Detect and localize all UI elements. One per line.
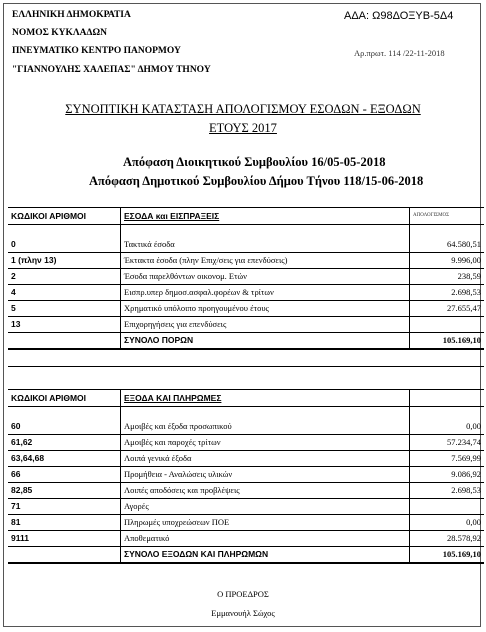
revenue-desc: Επιχορηγήσεις για επενδύσεις xyxy=(121,317,410,333)
expenses-header-row xyxy=(8,390,484,407)
table-row xyxy=(8,531,484,547)
revenue-gap-row xyxy=(8,225,484,238)
signature-name: Εμμανουήλ Σώχος xyxy=(211,608,275,618)
revenue-desc-header: ΕΣΟΔΑ και ΕΙΣΠΡΑΞΕΙΣ xyxy=(121,208,410,225)
republic-label: ΕΛΛΗΝΙΚΗ ΔΗΜΟΚΡΑΤΙΑ xyxy=(12,10,131,20)
revenue-desc: Χρηματικό υπόλοιπο προηγουμένου έτους xyxy=(121,301,410,317)
section-spacer xyxy=(8,349,484,367)
prefecture-label: ΝΟΜΟΣ ΚΥΚΛΑΔΩΝ xyxy=(12,28,107,38)
revenue-code: 1 (πλην 13) xyxy=(8,253,121,269)
expense-code: 63,64,68 xyxy=(8,451,121,467)
revenue-code: 13 xyxy=(8,317,121,333)
revenue-total-amount: 105.169,10 xyxy=(410,333,485,350)
table-row xyxy=(8,253,484,269)
table-row xyxy=(8,499,484,515)
revenue-amount: 27.655,47 xyxy=(410,301,485,317)
ada-code: ΑΔΑ: Ω98ΔΟΞΥΒ-5Δ4 xyxy=(344,10,454,22)
centre-label: ΠΝΕΥΜΑΤΙΚΟ ΚΕΝΤΡΟ ΠΑΝΟΡΜΟΥ xyxy=(12,46,181,56)
table-row xyxy=(8,269,484,285)
expense-amount: 7.569,99 xyxy=(410,451,485,467)
municipality-label: "ΓΙΑΝΝΟΥΛΗΣ ΧΑΛΕΠΑΣ" ΔΗΜΟΥ ΤΗΝΟΥ xyxy=(12,65,211,75)
expenses-total-label: ΣΥΝΟΛΟ ΕΞΟΔΩΝ ΚΑΙ ΠΛΗΡΩΜΩΝ xyxy=(121,547,410,564)
revenue-desc: Έσοδα παρελθόντων οικονομ. Ετών xyxy=(121,269,410,285)
expense-code: 9111 xyxy=(8,531,121,547)
report-title: ΣΥΝΟΠΤΙΚΗ ΚΑΤΑΣΤΑΣΗ ΑΠΟΛΟΓΙΣΜΟΥ ΕΣΟΔΩΝ - ΕΞΟΔΩΝ xyxy=(65,102,421,116)
expense-amount: 0,00 xyxy=(410,515,485,531)
table-row xyxy=(8,419,484,435)
revenue-amount: 64.580,51 xyxy=(410,237,485,253)
revenue-code: 2 xyxy=(8,269,121,285)
revenue-total-label: ΣΥΝΟΛΟ ΠΟΡΩΝ xyxy=(121,333,410,350)
expenses-code-header: ΚΩΔΙΚΟΙ ΑΡΙΘΜΟΙ xyxy=(8,390,121,407)
expense-code: 61,62 xyxy=(8,435,121,451)
expense-desc: Αγορές xyxy=(121,499,410,515)
expense-desc: Πληρωμές υποχρεώσεων ΠΟΕ xyxy=(121,515,410,531)
protocol-number: Αρ.πρωτ. 114 /22-11-2018 xyxy=(354,48,445,58)
table-row xyxy=(8,237,484,253)
revenue-code: 5 xyxy=(8,301,121,317)
revenue-code: 0 xyxy=(8,237,121,253)
revenue-desc: Έκτακτα έσοδα (πλην Επιχ/σεις για επενδύσεις) xyxy=(121,253,410,269)
expense-desc: Αμοιβές και παροχές τρίτων xyxy=(121,435,410,451)
expense-desc: Αποθεματικό xyxy=(121,531,410,547)
table-row xyxy=(8,317,484,333)
table-row xyxy=(8,451,484,467)
revenue-table xyxy=(8,207,484,367)
expense-desc: Αμοιβές και έξοδα προσωπικού xyxy=(121,419,410,435)
revenue-code: 4 xyxy=(8,285,121,301)
expense-amount: 2.698,53 xyxy=(410,483,485,499)
expense-amount: 0,00 xyxy=(410,419,485,435)
table-row xyxy=(8,285,484,301)
revenue-amount xyxy=(410,317,485,333)
expense-desc: Προμήθεια - Αναλώσεις υλικών xyxy=(121,467,410,483)
expenses-total-amount: 105.169,10 xyxy=(410,547,485,564)
revenue-total-row xyxy=(8,333,484,350)
revenue-header-row xyxy=(8,208,484,225)
revenue-desc: Τακτικά έσοδα xyxy=(121,237,410,253)
expenses-total-row xyxy=(8,547,484,564)
revenue-amount: 2.698,53 xyxy=(410,285,485,301)
revenue-amount-header: ΑΠΟΛΟΓΙΣΜΟΣ xyxy=(410,208,485,225)
expense-amount xyxy=(410,499,485,515)
report-year: ΕΤΟΥΣ 2017 xyxy=(209,121,277,135)
signature-role: Ο ΠΡΟΕΔΡΟΣ xyxy=(217,589,269,599)
expense-code: 60 xyxy=(8,419,121,435)
document-page xyxy=(3,3,481,627)
revenue-code-header: ΚΩΔΙΚΟΙ ΑΡΙΘΜΟΙ xyxy=(8,208,121,225)
expenses-desc-header: ΕΞΟΔΑ ΚΑΙ ΠΛΗΡΩΜΕΣ xyxy=(121,390,410,407)
expense-amount: 9.086,92 xyxy=(410,467,485,483)
board-decision: Απόφαση Διοικητικού Συμβουλίου 16/05-05-2018 xyxy=(123,155,386,169)
expense-code: 82,85 xyxy=(8,483,121,499)
expense-desc: Λοιπές αποδόσεις και προβλέψεις xyxy=(121,483,410,499)
expense-code: 66 xyxy=(8,467,121,483)
expenses-gap-row xyxy=(8,407,484,420)
expense-code: 71 xyxy=(8,499,121,515)
table-row xyxy=(8,515,484,531)
table-row xyxy=(8,301,484,317)
council-decision: Απόφαση Δημοτικού Συμβουλίου Δήμου Τήνου 118/15-06-2018 xyxy=(89,174,424,188)
revenue-amount: 238,59 xyxy=(410,269,485,285)
expense-code: 81 xyxy=(8,515,121,531)
table-row xyxy=(8,435,484,451)
table-row xyxy=(8,483,484,499)
expense-amount: 57.234,74 xyxy=(410,435,485,451)
table-row xyxy=(8,467,484,483)
expense-amount: 28.578,92 xyxy=(410,531,485,547)
expense-desc: Λοιπά γενικά έξοδα xyxy=(121,451,410,467)
revenue-desc: Εισπρ.υπερ δημοσ.ασφαλ.φορέων & τρίτων xyxy=(121,285,410,301)
revenue-amount: 9.996,00 xyxy=(410,253,485,269)
expenses-table xyxy=(8,389,484,564)
